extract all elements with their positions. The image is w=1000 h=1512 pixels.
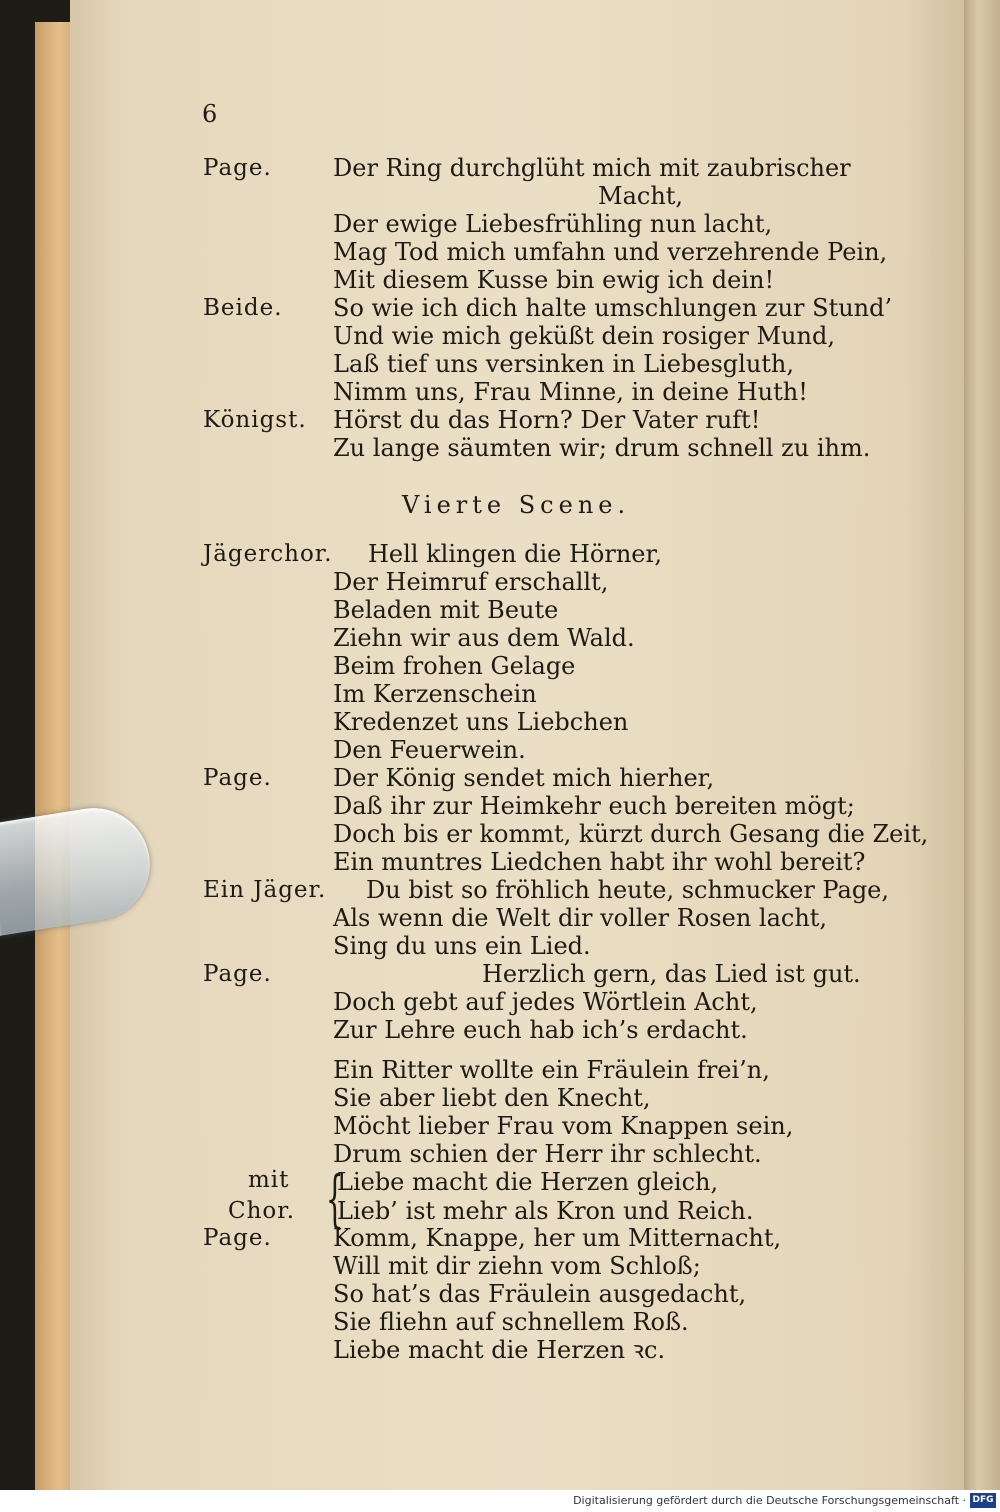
page-number: 6 [202, 100, 218, 128]
speaker-label: Jägerchor. [203, 541, 333, 567]
verse-line: Mit diesem Kusse bin ewig ich dein! [333, 266, 775, 294]
verse-line: Hörst du das Horn? Der Vater ruft! [333, 406, 761, 434]
speaker-label: Königst. [203, 407, 307, 433]
verse-line: Beladen mit Beute [333, 596, 559, 624]
speaker-label: Ein Jäger. [203, 877, 327, 903]
verse-line: Mag Tod mich umfahn und verzehrende Pein, [333, 238, 888, 266]
speaker-label: Beide. [203, 295, 283, 321]
verse-line: Der Ring durchglüht mich mit zaubrischer [333, 154, 851, 182]
verse-line: Zu lange säumten wir; drum schnell zu ihm. [333, 434, 871, 462]
verse-line: Liebe macht die Herzen gleich, [337, 1168, 719, 1196]
verse-line: Möcht lieber Frau vom Knappen sein, [333, 1112, 794, 1140]
footer-credit: Digitalisierung gefördert durch die Deutsche Forschungsgemeinschaft · [573, 1494, 966, 1507]
verse-line: Komm, Knappe, her um Mitternacht, [333, 1224, 782, 1252]
verse-line: Und wie mich geküßt dein rosiger Mund, [333, 322, 835, 350]
verse-line: Als wenn die Welt dir voller Rosen lacht, [333, 904, 828, 932]
verse-line: Du bist so fröhlich heute, schmucker Page, [366, 876, 890, 904]
verse-line: Kredenzet uns Liebchen [333, 708, 629, 736]
verse-line: Den Feuerwein. [333, 736, 526, 764]
verse-line: Doch bis er kommt, kürzt durch Gesang die Zeit, [333, 820, 929, 848]
verse-line: So hat’s das Fräulein ausgedacht, [333, 1280, 747, 1308]
verse-line: Ein Ritter wollte ein Fräulein frei’n, [333, 1056, 770, 1084]
verse-line: Daß ihr zur Heimkehr euch bereiten mögt; [333, 792, 855, 820]
verse-line: Zur Lehre euch hab ich’s erdacht. [333, 1016, 748, 1044]
verse-line: Sing du uns ein Lied. [333, 932, 591, 960]
verse-line: Ein muntres Liedchen habt ihr wohl bereit? [333, 848, 866, 876]
verse-line: Sie fliehn auf schnellem Roß. [333, 1308, 689, 1336]
verse-line: Hell klingen die Hörner, [368, 540, 662, 568]
verse-line: Lieb’ ist mehr als Kron und Reich. [337, 1197, 754, 1225]
verse-line: Doch gebt auf jedes Wörtlein Acht, [333, 988, 758, 1016]
verse-line: Macht, [598, 182, 684, 210]
speaker-label: Page. [203, 1225, 272, 1251]
verse-line: Nimm uns, Frau Minne, in deine Huth! [333, 378, 808, 406]
footer-bar [0, 1490, 1000, 1512]
verse-line: Ziehn wir aus dem Wald. [333, 624, 635, 652]
next-page-edge [964, 0, 1000, 1490]
verse-line: Will mit dir ziehn vom Schloß; [333, 1252, 701, 1280]
dfg-logo: DFG [970, 1493, 996, 1508]
speaker-label: Chor. [228, 1198, 296, 1224]
verse-line: Der ewige Liebesfrühling nun lacht, [333, 210, 773, 238]
speaker-label: mit [248, 1167, 290, 1193]
verse-line: Der Heimruf erschallt, [333, 568, 609, 596]
verse-line: Drum schien der Herr ihr schlecht. [333, 1140, 762, 1168]
verse-line: Liebe macht die Herzen ꝛc. [333, 1336, 666, 1364]
speaker-label: Page. [203, 155, 272, 181]
verse-line: Im Kerzenschein [333, 680, 537, 708]
speaker-label: Page. [203, 961, 272, 987]
scene-heading: Vierte Scene. [402, 491, 631, 519]
speaker-label: Page. [203, 765, 272, 791]
verse-line: Beim frohen Gelage [333, 652, 576, 680]
verse-line: Herzlich gern, das Lied ist gut. [482, 960, 861, 988]
brace-mark: { [325, 1162, 344, 1235]
verse-line: So wie ich dich halte umschlungen zur Stund’ [333, 294, 893, 322]
verse-line: Laß tief uns versinken in Liebesgluth, [333, 350, 795, 378]
verse-line: Sie aber liebt den Knecht, [333, 1084, 651, 1112]
verse-line: Der König sendet mich hierher, [333, 764, 715, 792]
